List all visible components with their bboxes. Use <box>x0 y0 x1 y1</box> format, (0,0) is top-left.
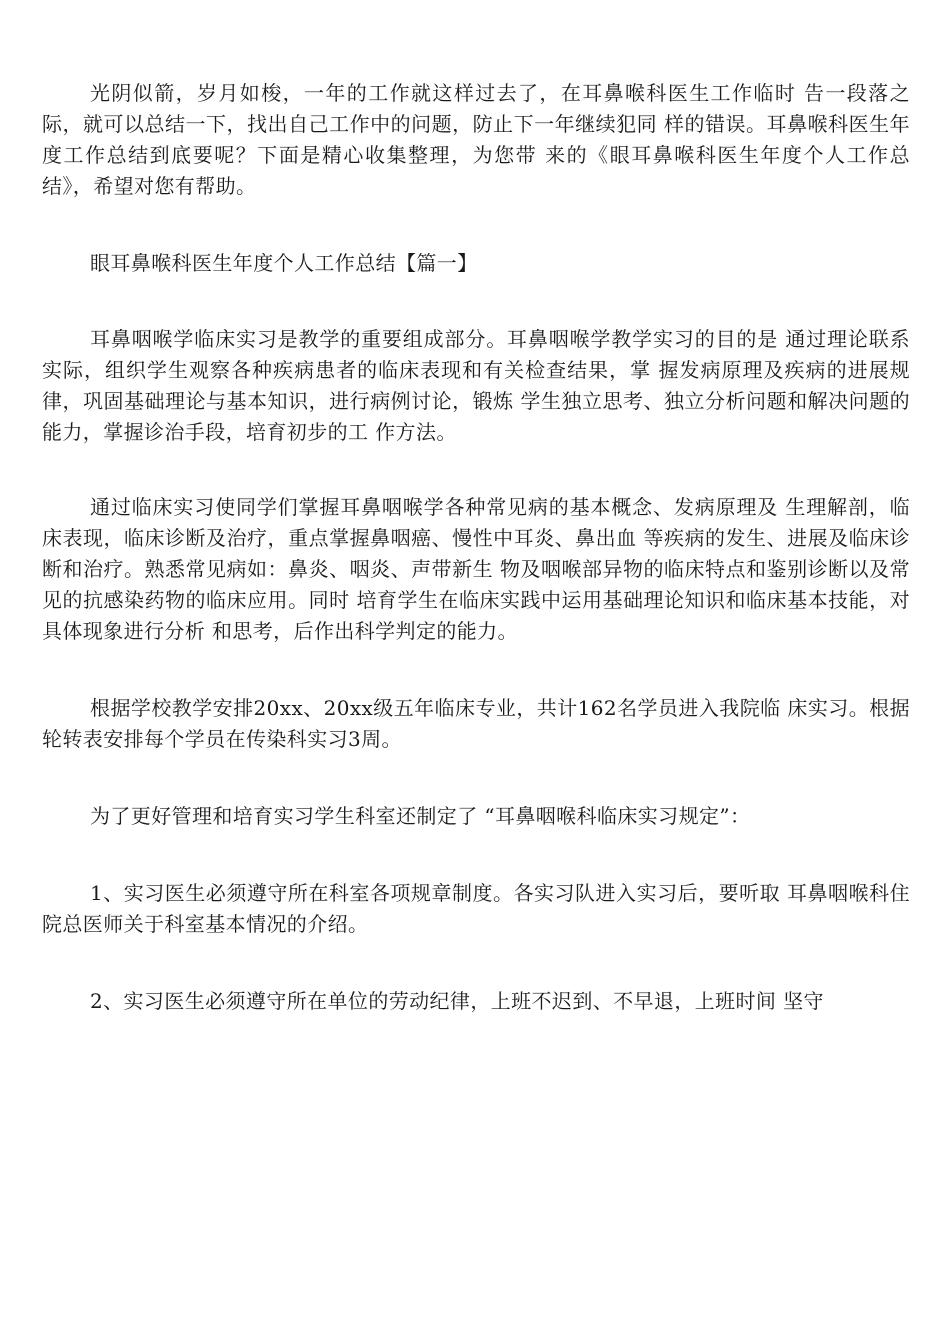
rule-item-1: 1、实习医生必须遵守所在科室各项规章制度。各实习队进入实习后，要听取 耳鼻咽喉科住院总医师关于科室基本情况的介绍。 <box>42 881 910 936</box>
body-paragraph-rules-intro: 为了更好管理和培育实习学生科室还制定了 “耳鼻咽喉科临床实习规定”： <box>90 804 751 828</box>
body-paragraph-purpose: 耳鼻咽喉学临床实习是教学的重要组成部分。耳鼻咽喉学教学实习的目的是 通过理论联系实际，组织学生观察各种疾病患者的临床表现和有关检查结果，掌 握发病原理及疾病的进展规律，巩固基础理论与基本知识，进行病例讨论，锻炼 学生独立思考、独立分析问题和解决问题的能力，掌握诊治手段，培育初步的工 作方法。 <box>42 327 910 444</box>
rule-item-2: 2、实习医生必须遵守所在单位的劳动纪律，上班不迟到、不早退，上班时间 坚守 <box>90 989 824 1013</box>
document-page <box>42 78 910 1063</box>
body-paragraph-arrangement: 根据学校教学安排20xx、20xx级五年临床专业，共计162名学员进入我院临 床实习。根据轮转表安排每个学员在传染科实习3周。 <box>42 696 910 751</box>
body-paragraph-goals: 通过临床实习使同学们掌握耳鼻咽喉学各种常见病的基本概念、发病原理及 生理解剖，临床表现，临床诊断及治疗，重点掌握鼻咽癌、慢性中耳炎、鼻出血 等疾病的发生、进展及临床诊断和治疗。熟悉常见病如：鼻炎、咽炎、声带新生 物及咽喉部异物的临床特点和鉴别诊断以及常见的抗感染药物的临床应用。同时 培育学生在临床实践中运用基础理论知识和临床基本技能，对具体现象进行分析 和思考，后作出科学判定的能力。 <box>42 495 910 643</box>
section-heading: 眼耳鼻喉科医生年度个人工作总结【篇一】 <box>90 251 478 275</box>
intro-paragraph: 光阴似箭，岁月如梭，一年的工作就这样过去了，在耳鼻喉科医生工作临时 告一段落之际，就可以总结一下，找出自己工作中的问题，防止下一年继续犯同 样的错误。耳鼻喉科医生年度工作总结到底要呢？下面是精心收集整理，为您带 来的《眼耳鼻喉科医生年度个人工作总结》，希望对您有帮助。 <box>42 81 910 198</box>
